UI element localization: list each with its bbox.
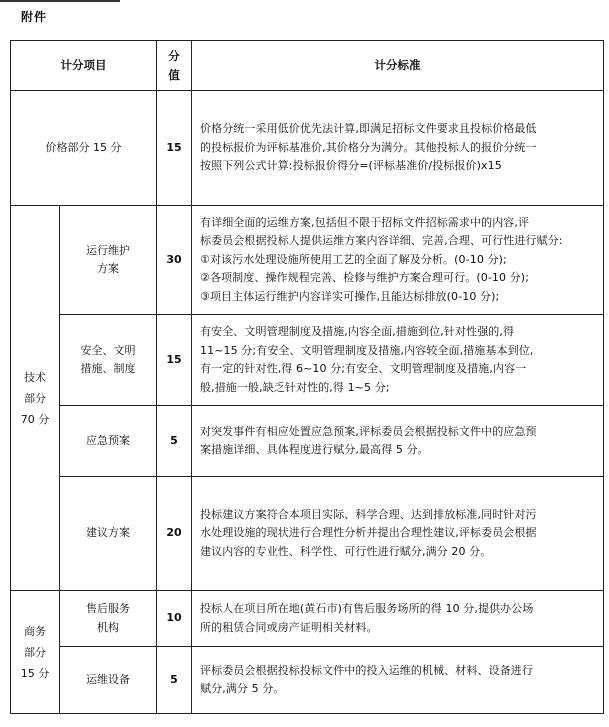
item-standard [192, 315, 604, 406]
page-heading: 附件 [21, 10, 48, 24]
item-points: 10 [157, 591, 192, 647]
scoring-table [10, 40, 604, 714]
item-standard [192, 647, 604, 714]
standard-line: 所的租赁合同或房产证明相关材料。 [200, 620, 378, 634]
category-line: 商务 [24, 624, 46, 638]
standard-line: 赋分,满分 5 分。 [200, 682, 285, 695]
standard-line: 案措施详细、具体程度进行赋分,最高得 5 分。 [200, 443, 429, 456]
item-name-line: 建议方案 [86, 526, 130, 540]
header-points [157, 41, 192, 91]
item-name [60, 315, 157, 406]
item-points: 5 [157, 647, 192, 714]
standard-line: 的投标报价为评标基准价,其价格分为满分。其他投标人的报价分统一 [200, 140, 537, 154]
item-name-line: 运维设备 [86, 672, 130, 686]
item-standard [192, 206, 604, 315]
tech-row-emergency [11, 406, 604, 477]
commercial-category [11, 591, 60, 714]
item-standard [192, 406, 604, 477]
header-points-line2: 值 [168, 67, 180, 82]
standard-line: 有安全、文明管理制度及措施,内容全面,措施到位,针对性强的,得 [200, 325, 515, 338]
item-name-line: 方案 [97, 262, 119, 275]
standard-line: 有详细全面的运维方案,包括但不限于招标文件招标需求中的内容,评 [200, 215, 530, 229]
item-name-line: 售后服务 [86, 602, 130, 615]
standard-line: 评标委员会根据投标投标文件中的投入运维的机械、材料、设备进行 [200, 663, 533, 677]
standard-line: 投标人在项目所在地(黄石市)有售后服务场所的得 10 分,提供办公场 [200, 602, 534, 615]
header-row [11, 41, 604, 91]
header-standard: 计分标准 [192, 41, 604, 91]
category-line: 部分 [24, 645, 46, 659]
header-points-line1: 分 [168, 48, 180, 63]
item-name-line: 应急预案 [86, 433, 130, 447]
category-line: 技术 [24, 370, 46, 384]
item-name-line: 运行维护 [86, 243, 130, 257]
item-name [60, 591, 157, 647]
standard-line: 有一定的针对性,得 6~10 分;有安全、文明管理制度及措施,内容一 [200, 362, 527, 375]
item-points: 20 [157, 477, 192, 591]
standard-line: 般,措施一般,缺乏针对性的,得 1~5 分; [200, 380, 390, 394]
item-standard [192, 477, 604, 591]
top-rule [0, 0, 120, 2]
tech-row-safety [11, 315, 604, 406]
standard-line: 按照下列公式计算:投标报价得分=(评标基准价/投标报价)x15 [200, 159, 502, 173]
price-item: 价格部分 15 分 [11, 91, 157, 206]
comm-row-equipment [11, 647, 604, 714]
item-standard [192, 591, 604, 647]
price-points: 15 [157, 91, 192, 206]
item-name [60, 406, 157, 477]
standard-line: 11~15 分;有安全、文明管理制度及措施,内容较全面,措施基本到位, [200, 343, 534, 357]
item-points: 5 [157, 406, 192, 477]
header-item: 计分项目 [11, 41, 157, 91]
tech-row-suggestion [11, 477, 604, 591]
price-standard [192, 91, 604, 206]
standard-line: 标委员会根据投标人提供运维方案内容详细、完善,合理、可行性进行赋分: [200, 234, 563, 248]
price-row [11, 91, 604, 206]
comm-row-after-sales [11, 591, 604, 647]
item-name-line: 机构 [97, 620, 119, 634]
standard-line: ①对该污水处理设施所使用工艺的全面了解及分析。(0-10 分); [200, 252, 507, 266]
item-name [60, 647, 157, 714]
item-name-line: 安全、文明 [80, 343, 136, 357]
item-points: 30 [157, 206, 192, 315]
standard-line: 价格分统一采用低价优先法计算,即满足招标文件要求且投标价格最低 [200, 122, 537, 136]
standard-line: 对突发事件有相应处置应急预案,评标委员会根据投标文件中的应急预 [200, 424, 537, 438]
technical-category [11, 206, 60, 591]
item-name-line: 措施、制度 [80, 362, 136, 375]
standard-line: 建议内容的专业性、科学性、可行性进行赋分,满分 20 分。 [200, 544, 492, 558]
tech-row-om-plan [11, 206, 604, 315]
category-line: 15 分 [20, 666, 50, 680]
standard-line: 投标建议方案符合本项目实际、科学合理、达到排放标准,同时针对污 [200, 507, 537, 521]
standard-line: ③项目主体运行维护内容详实可操作,且能达标排放(0-10 分); [200, 289, 500, 303]
standard-line: ②各项制度、操作规程完善、检修与维护方案合理可行。(0-10 分); [200, 271, 530, 285]
item-points: 15 [157, 315, 192, 406]
item-name [60, 477, 157, 591]
standard-line: 水处理设施的现状进行合理性分析并提出合理性建议,评标委员会根据 [200, 526, 537, 540]
item-name [60, 206, 157, 315]
category-line: 部分 [24, 391, 46, 405]
category-line: 70 分 [20, 412, 50, 426]
